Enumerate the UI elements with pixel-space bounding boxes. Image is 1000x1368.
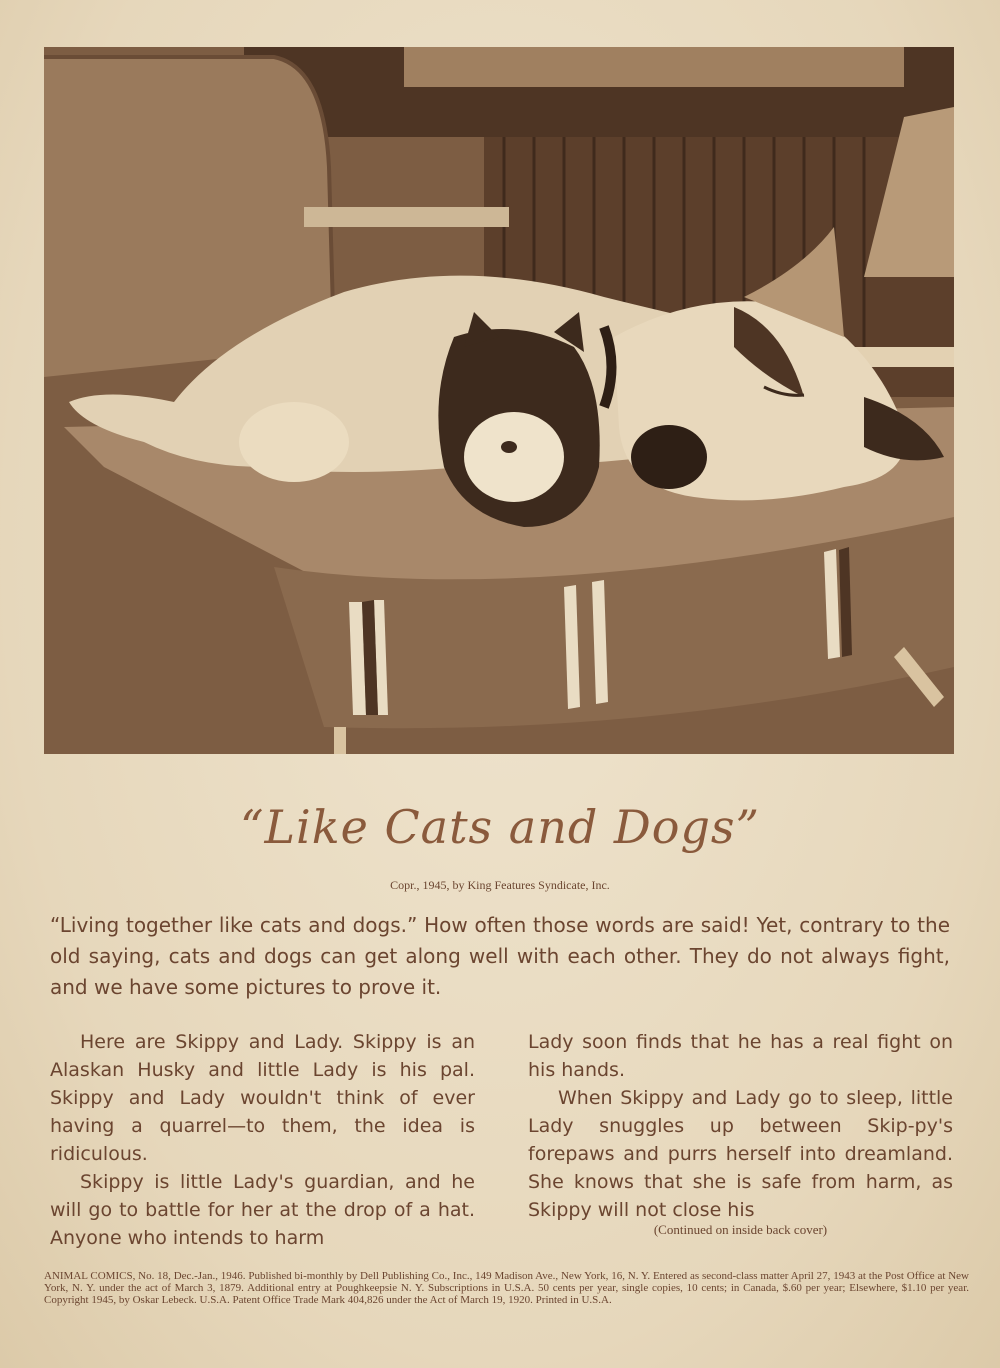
left-column bbox=[50, 1028, 475, 1252]
right-paragraph-1: Lady soon finds that he has a real fight on his hands. bbox=[528, 1031, 953, 1081]
intro-paragraph: “Living together like cats and dogs.” How often those words are said! Yet, contrary to the old saying, cats and dogs can get along well with each other. They do not always fight, and we have some pictures to prove it. bbox=[50, 913, 950, 999]
article-title: “Like Cats and Dogs” bbox=[239, 800, 761, 854]
left-paragraph-1: Here are Skippy and Lady. Skippy is an Alaskan Husky and little Lady is his pal. Skippy and Lady wouldn't think of ever having a quarrel—to them, the idea is ridiculous. bbox=[50, 1031, 475, 1165]
copyright-notice: Copr., 1945, by King Features Syndicate, Inc. bbox=[390, 878, 610, 892]
continued-note: (Continued on inside back cover) bbox=[653, 1222, 828, 1237]
right-column bbox=[528, 1028, 953, 1224]
photo-skippy-and-lady bbox=[44, 47, 954, 754]
left-paragraph-2: Skippy is little Lady's guardian, and he will go to battle for her at the drop of a hat. Anyone who intends to harm bbox=[50, 1171, 475, 1249]
right-paragraph-2: When Skippy and Lady go to sleep, little Lady snuggles up between Skip-py's forepaws and purrs herself into dreamland. She knows that she is safe from harm, as Skippy will not close his bbox=[528, 1087, 953, 1221]
sepia-photo-illustration bbox=[44, 47, 954, 754]
publication-info: ANIMAL COMICS, No. 18, Dec.-Jan., 1946. Published bi-monthly by Dell Publishing Co., Inc., 149 Madison Ave., New York, 16, N. Y. Entered as second-class matter April 27, 1943 at the Post Office at New York, N. Y. under the act of March 3, 1879. Additional entry at Poughkeepsie N. Y. Subscriptions in U.S.A. 50 cents per year, single copies, 10 cents; in Canada, $.60 per year; Elsewhere, $1.10 per year. Copyright 1945, by Oskar Lebeck. U.S.A. Patent Office Trade Mark 404,826 under the Act of March 19, 1920. Printed in U.S.A. bbox=[44, 1270, 969, 1306]
